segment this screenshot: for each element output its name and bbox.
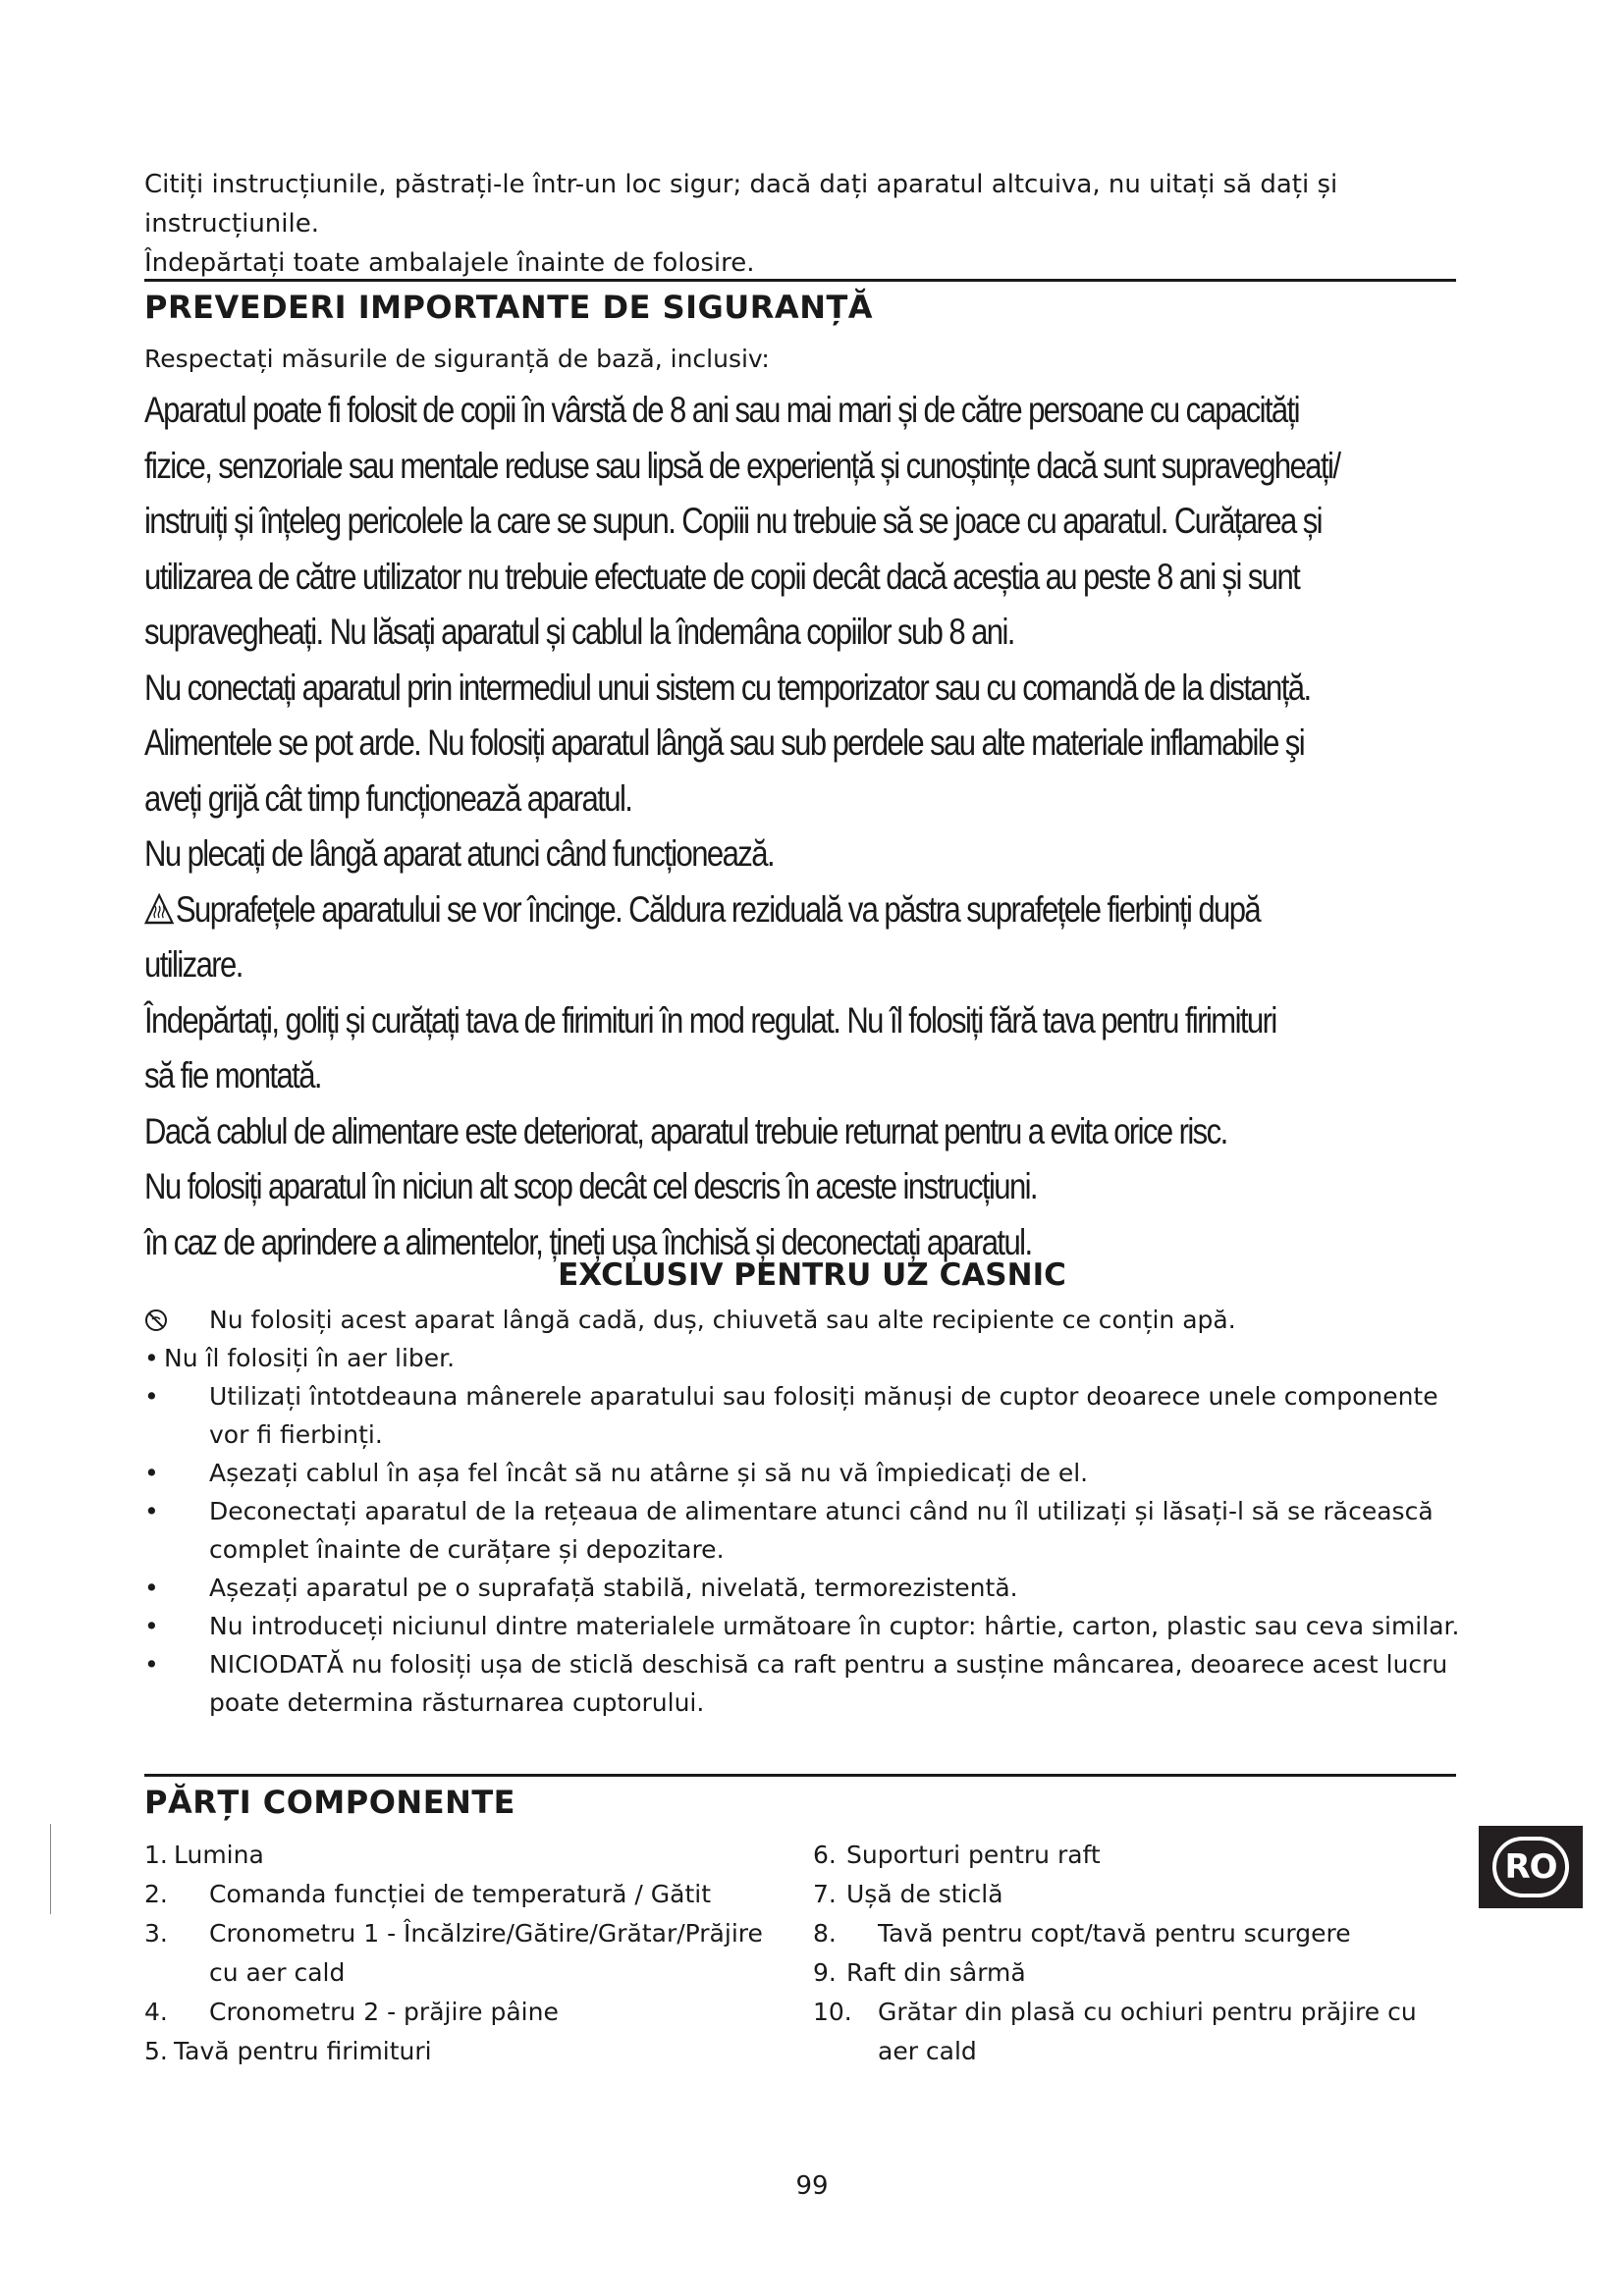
list-marker xyxy=(144,1301,184,1339)
part-number: 5. xyxy=(144,2037,168,2065)
bullet: • xyxy=(144,1459,159,1487)
part-name: Cronometru 1 - Încălzire/Gătire/Grătar/Prăjire cu aer cald xyxy=(209,1919,763,1987)
part-name: Tavă pentru copt/tavă pentru scurgere xyxy=(878,1919,1351,1948)
parts-list-right xyxy=(813,1836,1441,2071)
warning-line: instruiți și înțeleg pericolele la care se supun. Copiii nu trebuie să se joace cu aparatul. Curățarea și xyxy=(144,501,1322,541)
part-name: Comanda funcției de temperatură / Gătit xyxy=(209,1880,712,1908)
warning-line: utilizarea de către utilizator nu trebuie efectuate de copii decât dacă aceștia au peste 8 ani și sunt xyxy=(144,556,1300,597)
list-item-text: Nu introduceți niciunul dintre materialele următoare în cuptor: hârtie, carton, plastic sau ceva similar. xyxy=(209,1612,1460,1640)
part-name: Ușă de sticlă xyxy=(846,1880,1003,1908)
part-item xyxy=(144,2032,773,2071)
bullet: • xyxy=(144,1650,159,1679)
bullet: • xyxy=(144,1497,159,1525)
list-item xyxy=(144,1454,1480,1492)
bullet: • xyxy=(144,1612,159,1640)
page-number: 99 xyxy=(795,2171,829,2201)
part-item xyxy=(144,1914,773,1993)
list-item-text: Deconectați aparatul de la rețeaua de alimentare atunci când nu îl utilizați și lăsați-l să se răcească complet înainte de curățare și depozitare. xyxy=(209,1497,1434,1564)
intro-line: Citiți instrucțiunile, păstrați-le într-un loc sigur; dacă dați aparatul altcuiva, nu uitați să dați și instrucțiunile. xyxy=(144,170,1338,239)
language-badge xyxy=(1479,1826,1583,1908)
warning-line: Aparatul poate fi folosit de copii în vârstă de 8 ani sau mai mari și de către persoane cu capacități xyxy=(144,390,1299,430)
section-divider xyxy=(144,279,1456,282)
list-item xyxy=(144,1492,1480,1569)
list-item xyxy=(144,1607,1480,1645)
language-code: RO xyxy=(1492,1837,1569,1897)
hot-surface-warning-icon xyxy=(144,885,174,917)
bullet: • xyxy=(144,1574,159,1602)
parts-heading: PĂRȚI COMPONENTE xyxy=(144,1784,516,1821)
no-water-icon xyxy=(144,1305,168,1328)
list-item-text: Nu îl folosiți în aer liber. xyxy=(164,1344,456,1372)
list-item-text: Nu folosiți acest aparat lângă cadă, duș, chiuvetă sau alte recipiente ce conțin apă. xyxy=(209,1306,1236,1334)
safety-subtitle: Respectați măsurile de siguranță de bază, inclusiv: xyxy=(144,345,770,373)
warning-line-hot xyxy=(144,882,1261,938)
warning-line: Nu folosiți aparatul în niciun alt scop decât cel descris în aceste instrucțiuni. xyxy=(144,1166,1037,1206)
list-item xyxy=(144,1339,1480,1377)
safety-heading: PREVEDERI IMPORTANTE DE SIGURANȚĂ xyxy=(144,289,874,326)
part-number: 8. xyxy=(813,1919,837,1948)
warning-line: Dacă cablul de alimentare este deteriorat, aparatul trebuie returnat pentru a evita orice risc. xyxy=(144,1110,1227,1151)
intro-text xyxy=(144,165,1480,283)
section-divider xyxy=(144,1774,1456,1777)
part-number: 10. xyxy=(813,1998,852,2026)
part-name: Grătar din plasă cu ochiuri pentru prăjire cu aer cald xyxy=(878,1998,1417,2065)
intro-line: Îndepărtați toate ambalajele înainte de folosire. xyxy=(144,248,755,278)
list-item-text: Așezați cablul în așa fel încât să nu atârne și să nu vă împiedicați de el. xyxy=(209,1459,1089,1487)
warning-line: Nu plecați de lângă aparat atunci când funcționează. xyxy=(144,833,774,874)
part-item xyxy=(144,1993,773,2032)
warning-line-text: Suprafețele aparatului se vor încinge. Căldura reziduală va păstra suprafețele fierbinți după xyxy=(175,888,1261,930)
warning-line: Nu conectați aparatul prin intermediul unui sistem cu temporizator sau cu comandă de la distanță. xyxy=(144,667,1311,708)
bullet: • xyxy=(144,1382,159,1411)
part-name: Lumina xyxy=(174,1841,264,1869)
parts-list-left xyxy=(144,1836,773,2071)
warning-line: Alimentele se pot arde. Nu folosiți aparatul lângă sau sub perdele sau alte materiale inflamabile şi xyxy=(144,722,1305,763)
part-number: 6. xyxy=(813,1841,837,1869)
part-item xyxy=(813,1993,1441,2071)
part-item xyxy=(144,1875,773,1914)
list-item-text: Utilizați întotdeauna mânerele aparatului sau folosiți mănuși de cuptor deoarece unele componente vor fi fierbinți. xyxy=(209,1382,1438,1449)
part-number: 4. xyxy=(144,1998,168,2026)
part-number: 2. xyxy=(144,1880,168,1908)
list-item xyxy=(144,1569,1480,1607)
part-name: Raft din sârmă xyxy=(846,1958,1026,1987)
margin-line xyxy=(50,1824,51,1914)
bullet: • xyxy=(144,1344,159,1372)
list-item-text: NICIODATĂ nu folosiți ușa de sticlă deschisă ca raft pentru a susține mâncarea, deoarece acest lucru poate determina răsturnarea cuptorului. xyxy=(209,1650,1448,1717)
part-name: Cronometru 2 - prăjire pâine xyxy=(209,1998,559,2026)
warning-line: fizice, senzoriale sau mentale reduse sau lipsă de experiență și cunoștințe dacă sunt supravegheați/ xyxy=(144,445,1340,486)
part-number: 1. xyxy=(144,1841,168,1869)
list-item xyxy=(144,1301,1480,1339)
warning-line: în caz de aprindere a alimentelor, țineți ușa închisă și deconectați aparatul. xyxy=(144,1221,1032,1262)
part-name: Tavă pentru firimituri xyxy=(174,2037,432,2065)
part-item xyxy=(813,1875,1441,1914)
household-heading: EXCLUSIV PENTRU UZ CASNIC xyxy=(558,1257,1066,1293)
part-number: 7. xyxy=(813,1880,837,1908)
list-item xyxy=(144,1377,1480,1454)
part-name: Suporturi pentru raft xyxy=(846,1841,1101,1869)
part-item xyxy=(813,1953,1441,1993)
safety-warnings xyxy=(144,383,1465,1270)
warning-line: Îndepărtați, goliți și curățați tava de firimituri în mod regulat. Nu îl folosiți fără tava pentru firimituri xyxy=(144,999,1276,1041)
part-number: 9. xyxy=(813,1958,837,1987)
part-item xyxy=(813,1914,1441,1953)
part-item xyxy=(813,1836,1441,1875)
warning-line: utilizare. xyxy=(144,944,243,985)
warning-line: supravegheați. Nu lăsați aparatul și cablul la îndemâna copiilor sub 8 ani. xyxy=(144,612,1014,652)
warning-line: să fie montată. xyxy=(144,1055,321,1095)
list-item-text: Așezați aparatul pe o suprafață stabilă, nivelată, termorezistentă. xyxy=(209,1574,1018,1602)
list-item xyxy=(144,1645,1480,1722)
warning-line: aveți grijă cât timp funcționează aparatul. xyxy=(144,777,632,819)
part-item xyxy=(144,1836,773,1875)
part-number: 3. xyxy=(144,1919,168,1948)
household-list xyxy=(144,1301,1480,1722)
